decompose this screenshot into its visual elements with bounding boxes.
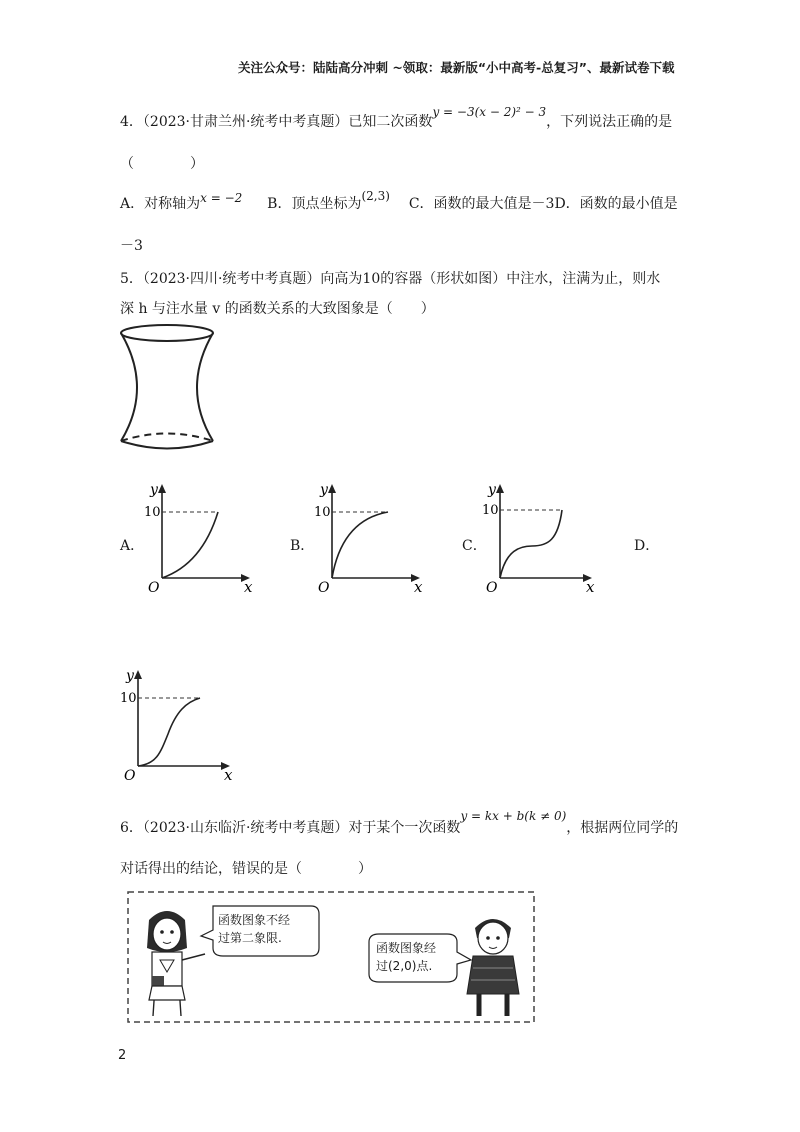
q5-option-c-label: C．	[462, 538, 487, 554]
q4-formula: y = −3(x − 2)² − 3	[432, 105, 547, 119]
right-speech-bubble	[376, 939, 436, 975]
container-figure	[115, 322, 220, 454]
graph-d	[116, 664, 246, 784]
q4-prefix: 4．（2023·甘肃兰州·统考中考真题）已知二次函数	[120, 114, 433, 130]
left-bubble-line1: 函数图象不经	[218, 913, 291, 927]
q4-option-a-math: x = −2	[200, 191, 243, 205]
graph-d-x-label: x	[224, 766, 233, 784]
q6-suffix: ，根据两位同学的	[566, 820, 679, 836]
q4-suffix: ，下列说法正确的是	[546, 114, 673, 130]
q6-stem-line1	[120, 809, 679, 837]
page-number: 2	[118, 1048, 127, 1063]
graph-c-x-label: x	[586, 578, 595, 595]
graph-b	[310, 480, 430, 595]
graph-b-x-label: x	[414, 578, 423, 595]
graph-a	[140, 480, 260, 595]
q5-option-b-label: B．	[290, 538, 315, 554]
q5-option-d-label: D．	[634, 538, 660, 554]
girl-illustration	[147, 911, 205, 1016]
boy-illustration	[467, 919, 519, 1016]
q5-stem-line1: 5．（2023·四川·统考中考真题）向高为10的容器（形状如图）中注水，注满为止，则水	[120, 271, 661, 287]
graph-a-y-label: y	[150, 482, 158, 498]
graph-d-origin: O	[124, 768, 136, 784]
graph-d-y-label: y	[126, 668, 134, 684]
q4-options	[120, 189, 678, 213]
q6-stem-line2: 对话得出的结论，错误的是（ ）	[120, 861, 372, 877]
graph-c-ten-label: 10	[482, 503, 499, 518]
q4-option-a-label: A．对称轴为	[120, 196, 201, 212]
q4-option-b-math: (2,3)	[361, 189, 390, 203]
left-speech-bubble	[218, 911, 290, 947]
q4-option-c-d: C．函数的最大值是－3D．函数的最小值是	[408, 196, 678, 212]
q6-prefix: 6．（2023·山东临沂·统考中考真题）对于某个一次函数	[120, 820, 461, 836]
left-bubble-line2: 过第二象限.	[218, 931, 282, 945]
q5-stem-line2: 深 h 与注水量 v 的函数关系的大致图象是（ ）	[120, 301, 435, 317]
graph-a-ten-label: 10	[144, 505, 161, 520]
graph-c	[478, 480, 603, 595]
dialogue-figure	[127, 890, 537, 1026]
q6-formula: y = kx + b(k ≠ 0)	[460, 809, 567, 823]
graph-b-ten-label: 10	[314, 505, 331, 520]
q4-stem	[120, 105, 673, 131]
right-bubble-line2: 过(2,0)点.	[376, 959, 433, 973]
graph-d-ten-label: 10	[120, 691, 137, 706]
graph-b-y-label: y	[320, 482, 328, 498]
right-bubble-line1: 函数图象经	[376, 941, 437, 955]
q4-option-b-label: B．顶点坐标为	[267, 196, 362, 212]
graph-b-origin: O	[318, 580, 330, 595]
q4-answer-blank: （ ）	[120, 156, 204, 172]
graph-c-origin: O	[486, 580, 498, 595]
graph-a-origin: O	[148, 580, 160, 595]
graph-c-y-label: y	[488, 482, 496, 498]
page-header: 关注公众号：陆陆高分冲刺 ~领取：最新版“小中高考-总复习”、最新试卷下载	[238, 60, 675, 75]
q4-option-d-continued: －3	[120, 238, 143, 254]
graph-a-x-label: x	[244, 578, 253, 595]
q5-option-a-label: A．	[120, 538, 145, 554]
